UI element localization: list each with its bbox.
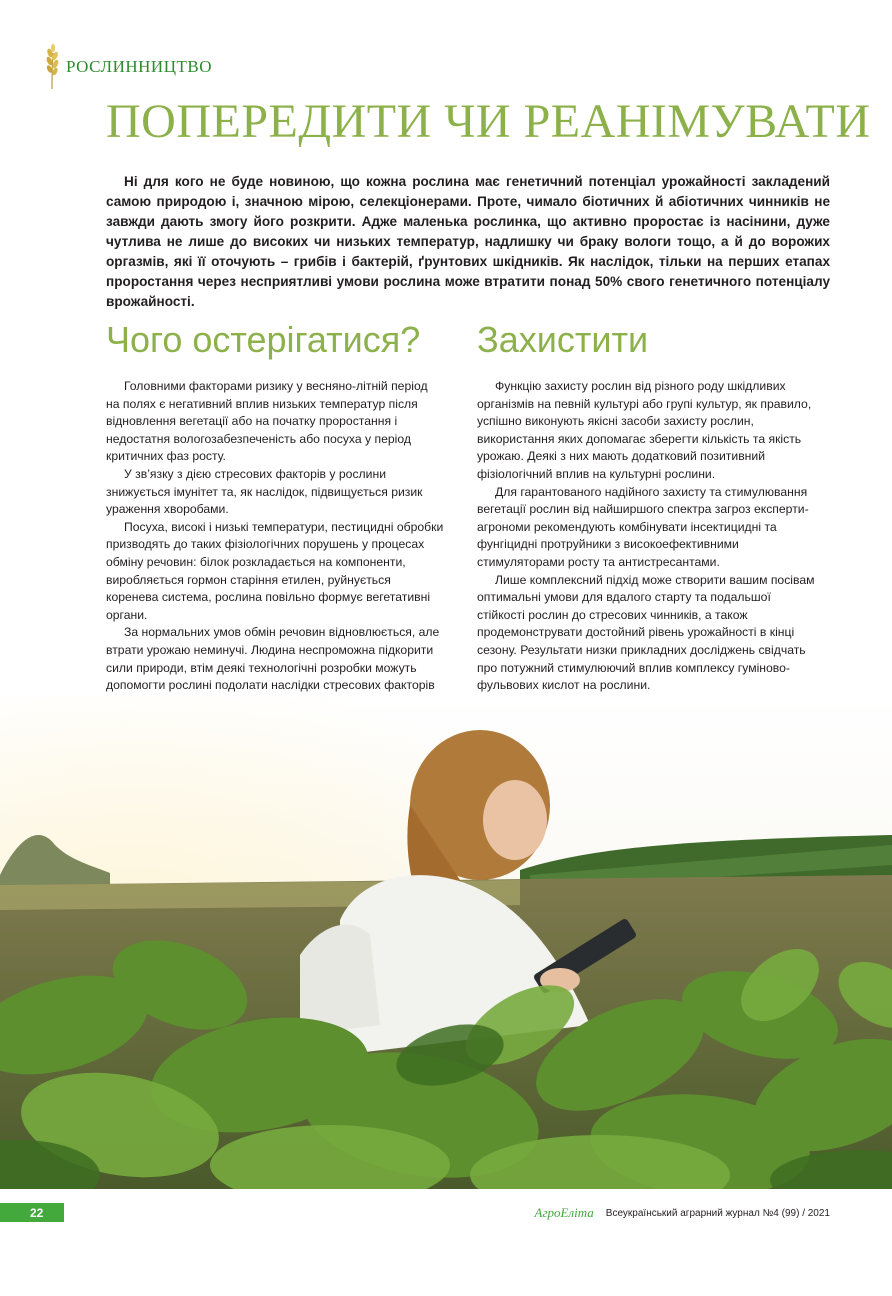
brand-logo: АгроЕліта xyxy=(534,1205,594,1220)
left-paragraph: У зв’язку з дією стресових факторів у рослини знижується імунітет та, як наслідок, підвищується ризик ураження хворобами. xyxy=(106,466,423,517)
right-paragraph: Для гарантованого надійного захисту та стимулювання вегетації рослин від найширшого спектра загроз експерти-агрономи рекомендують комбінувати інсектицидні та фунгіцидні протруйники з високоефективними стимуляторами росту та антистресантами. xyxy=(477,484,809,569)
left-column xyxy=(106,318,444,712)
right-column xyxy=(477,318,815,695)
section-tag xyxy=(42,42,212,90)
field-photo-illustration xyxy=(0,695,892,1189)
right-column-heading: Захистити xyxy=(477,319,649,360)
article-title: ПОПЕРЕДИТИ ЧИ РЕАНІМУВАТИ xyxy=(106,95,871,148)
left-paragraph: Головними факторами ризику у весняно-літній період на полях є негативний вплив низьких температур після відновлення вегетації або на початку проростання і недостатня вологозабезпеченість або посуха у період критичних фаз росту. xyxy=(106,379,428,464)
right-paragraph: Лише комплексний підхід може створити вашим посівам оптимальні умови для вдалого старту та подальшої стійкості рослин до стресових чинників, а також продемонструвати достойний рівень урожайності в кінці сезону. Результати низки прикладних досліджень свідчать про потужний стимулюючий вплив комплексу гуміново-фульвових кислот на рослини. xyxy=(477,572,815,693)
article-lead: Ні для кого не буде новиною, що кожна рослина має генетичний потенціал урожайності закладений самою природою і, значною мірою, селекціонерами. Проте, чимало біотичних й абіотичних чинників не завжди дають змогу його розкрити. Адже маленька рослинка, що активно проростає із насінини, дуже чутлива не лише до високих чи низьких температур, надлишку чи браку вологи тощо, а й до ворожих оргазмів, які її оточують – грибів і бактерій, ґрунтових шкідників. Як наслідок, тільки на перших етапах проростання через несприятливі умови рослина може втратити понад 50% свого генетичного потенціалу врожайності. xyxy=(106,174,830,309)
right-paragraph: Функцію захисту рослин від різного роду шкідливих організмів на певній культурі або групі культур, як правило, успішно виконують якісні засоби захисту рослин, використання яких допомагає зберегти кількість та якість урожаю. Деякі з них мають додатковий позитивний фізіологічний вплив на культурні рослини. xyxy=(477,379,812,481)
left-paragraph: За нормальних умов обмін речовин відновлюється, але втрати урожаю неминучі. Людина неспроможна підкорити сили природи, втім деякі технологічні розробки можуть допомогти рослині подолати наслідки стресових факторів xyxy=(106,625,440,693)
left-paragraph: Посуха, високі і низькі температури, пестицидні обробки призводять до таких фізіологічних порушень у процесах обміну речовин: білок розкладається на компоненти, виробляється гормон старіння етилен, руйнується коренева система, рослина повільно формує вегетативні органи. xyxy=(106,519,444,622)
journal-issue: Всеукраїнський аграрний журнал №4 (99) / 2021 xyxy=(605,1207,830,1219)
footer-publication xyxy=(535,1204,830,1222)
section-label: РОСЛИННИЦТВО xyxy=(66,57,212,76)
left-column-heading: Чого остерігатися? xyxy=(106,319,421,360)
field-photo xyxy=(0,695,892,1189)
wheat-icon xyxy=(42,43,62,89)
page-number: 22 xyxy=(30,1206,44,1220)
